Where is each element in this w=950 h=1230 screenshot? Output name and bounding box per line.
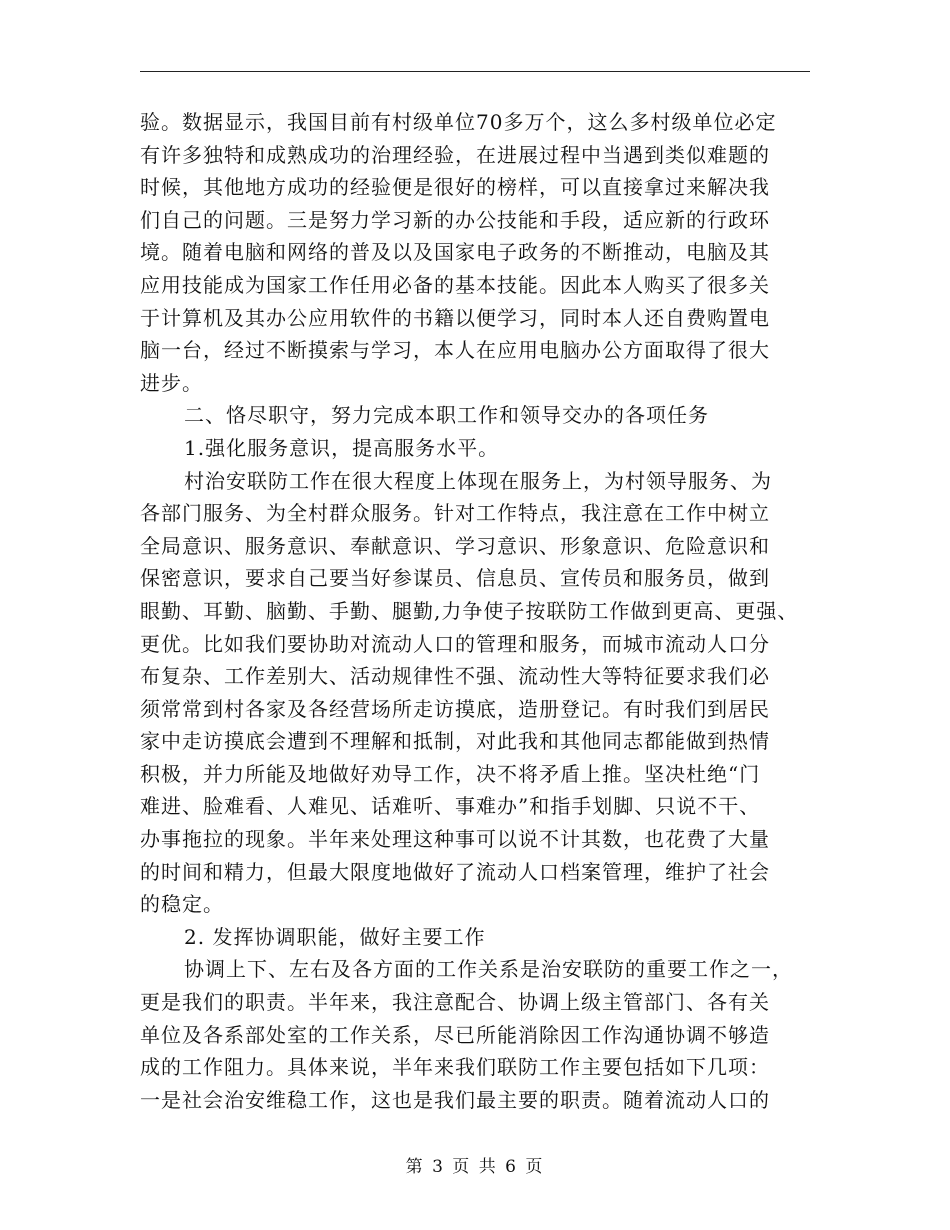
text-line: 进步。 xyxy=(140,370,203,395)
text-line: 更优。比如我们要协助对流动人口的管理和服务，而城市流动人口分 xyxy=(140,631,770,656)
text-line: 保密意识，要求自己要当好参谋员、信息员、宣传员和服务员，做到 xyxy=(140,566,770,591)
text-line: 家中走访摸底会遭到不理解和抵制，对此我和其他同志都能做到热情 xyxy=(140,729,770,754)
text-line: 2. 发挥协调职能，做好主要工作 xyxy=(184,924,486,949)
header-rule xyxy=(140,71,810,72)
text-line: 于计算机及其办公应用软件的书籍以便学习，同时本人还自费购置电 xyxy=(140,305,770,330)
text-line: 眼勤、耳勤、脑勤、手勤、腿勤,力争使子按联防工作做到更高、更强、 xyxy=(140,598,799,623)
text-line: 单位及各系部处室的工作关系，尽已所能消除因工作沟通协调不够造 xyxy=(140,1022,770,1047)
text-line: 办事拖拉的现象。半年来处理这种事可以说不计其数，也花费了大量 xyxy=(140,827,770,852)
text-line: 有许多独特和成熟成功的治理经验，在进展过程中当遇到类似难题的 xyxy=(140,142,770,167)
text-line: 验。数据显示，我国目前有村级单位70多万个，这么多村级单位必定 xyxy=(140,110,777,134)
text-line: 境。随着电脑和网络的普及以及国家电子政务的不断推动，电脑及其 xyxy=(140,240,770,265)
text-line: 成的工作阻力。具体来说，半年来我们联防工作主要包括如下几项： xyxy=(140,1055,770,1080)
text-line: 1.强化服务意识，提高服务水平。 xyxy=(184,435,500,460)
text-line: 二、恪尽职守，努力完成本职工作和领导交办的各项任务 xyxy=(184,403,709,428)
text-line: 时候，其他地方成功的经验便是很好的榜样，可以直接拿过来解决我 xyxy=(140,175,770,200)
text-line: 积极，并力所能及地做好劝导工作，决不将矛盾上推。坚决杜绝“门 xyxy=(140,761,761,786)
text-line: 全局意识、服务意识、奉献意识、学习意识、形象意识、危险意识和 xyxy=(140,533,770,558)
text-line: 脑一台，经过不断摸索与学习，本人在应用电脑办公方面取得了很大 xyxy=(140,338,770,363)
text-line: 难进、脸难看、人难见、话难听、事难办”和指手划脚、只说不干、 xyxy=(140,794,761,819)
text-line: 应用技能成为国家工作任用必备的基本技能。因此本人购买了很多关 xyxy=(140,272,770,297)
page-footer: 第 3 页 共 6 页 xyxy=(405,1157,545,1177)
text-line: 协调上下、左右及各方面的工作关系是治安联防的重要工作之一， xyxy=(184,957,793,982)
text-line: 的稳定。 xyxy=(140,892,224,917)
document-body xyxy=(140,106,820,1116)
text-line: 们自己的问题。三是努力学习新的办公技能和手段，适应新的行政环 xyxy=(140,207,770,232)
text-line: 各部门服务、为全村群众服务。针对工作特点，我注意在工作中树立 xyxy=(140,501,770,526)
text-line: 须常常到村各家及各经营场所走访摸底，造册登记。有时我们到居民 xyxy=(140,696,770,721)
text-line: 布复杂、工作差别大、活动规律性不强、流动性大等特征要求我们必 xyxy=(140,664,770,689)
text-line: 一是社会治安维稳工作，这也是我们最主要的职责。随着流动人口的 xyxy=(140,1087,770,1112)
text-line: 的时间和精力，但最大限度地做好了流动人口档案管理，维护了社会 xyxy=(140,859,770,884)
text-line: 村治安联防工作在很大程度上体现在服务上，为村领导服务、为 xyxy=(184,468,772,493)
text-line: 更是我们的职责。半年来，我注意配合、协调上级主管部门、各有关 xyxy=(140,990,770,1015)
